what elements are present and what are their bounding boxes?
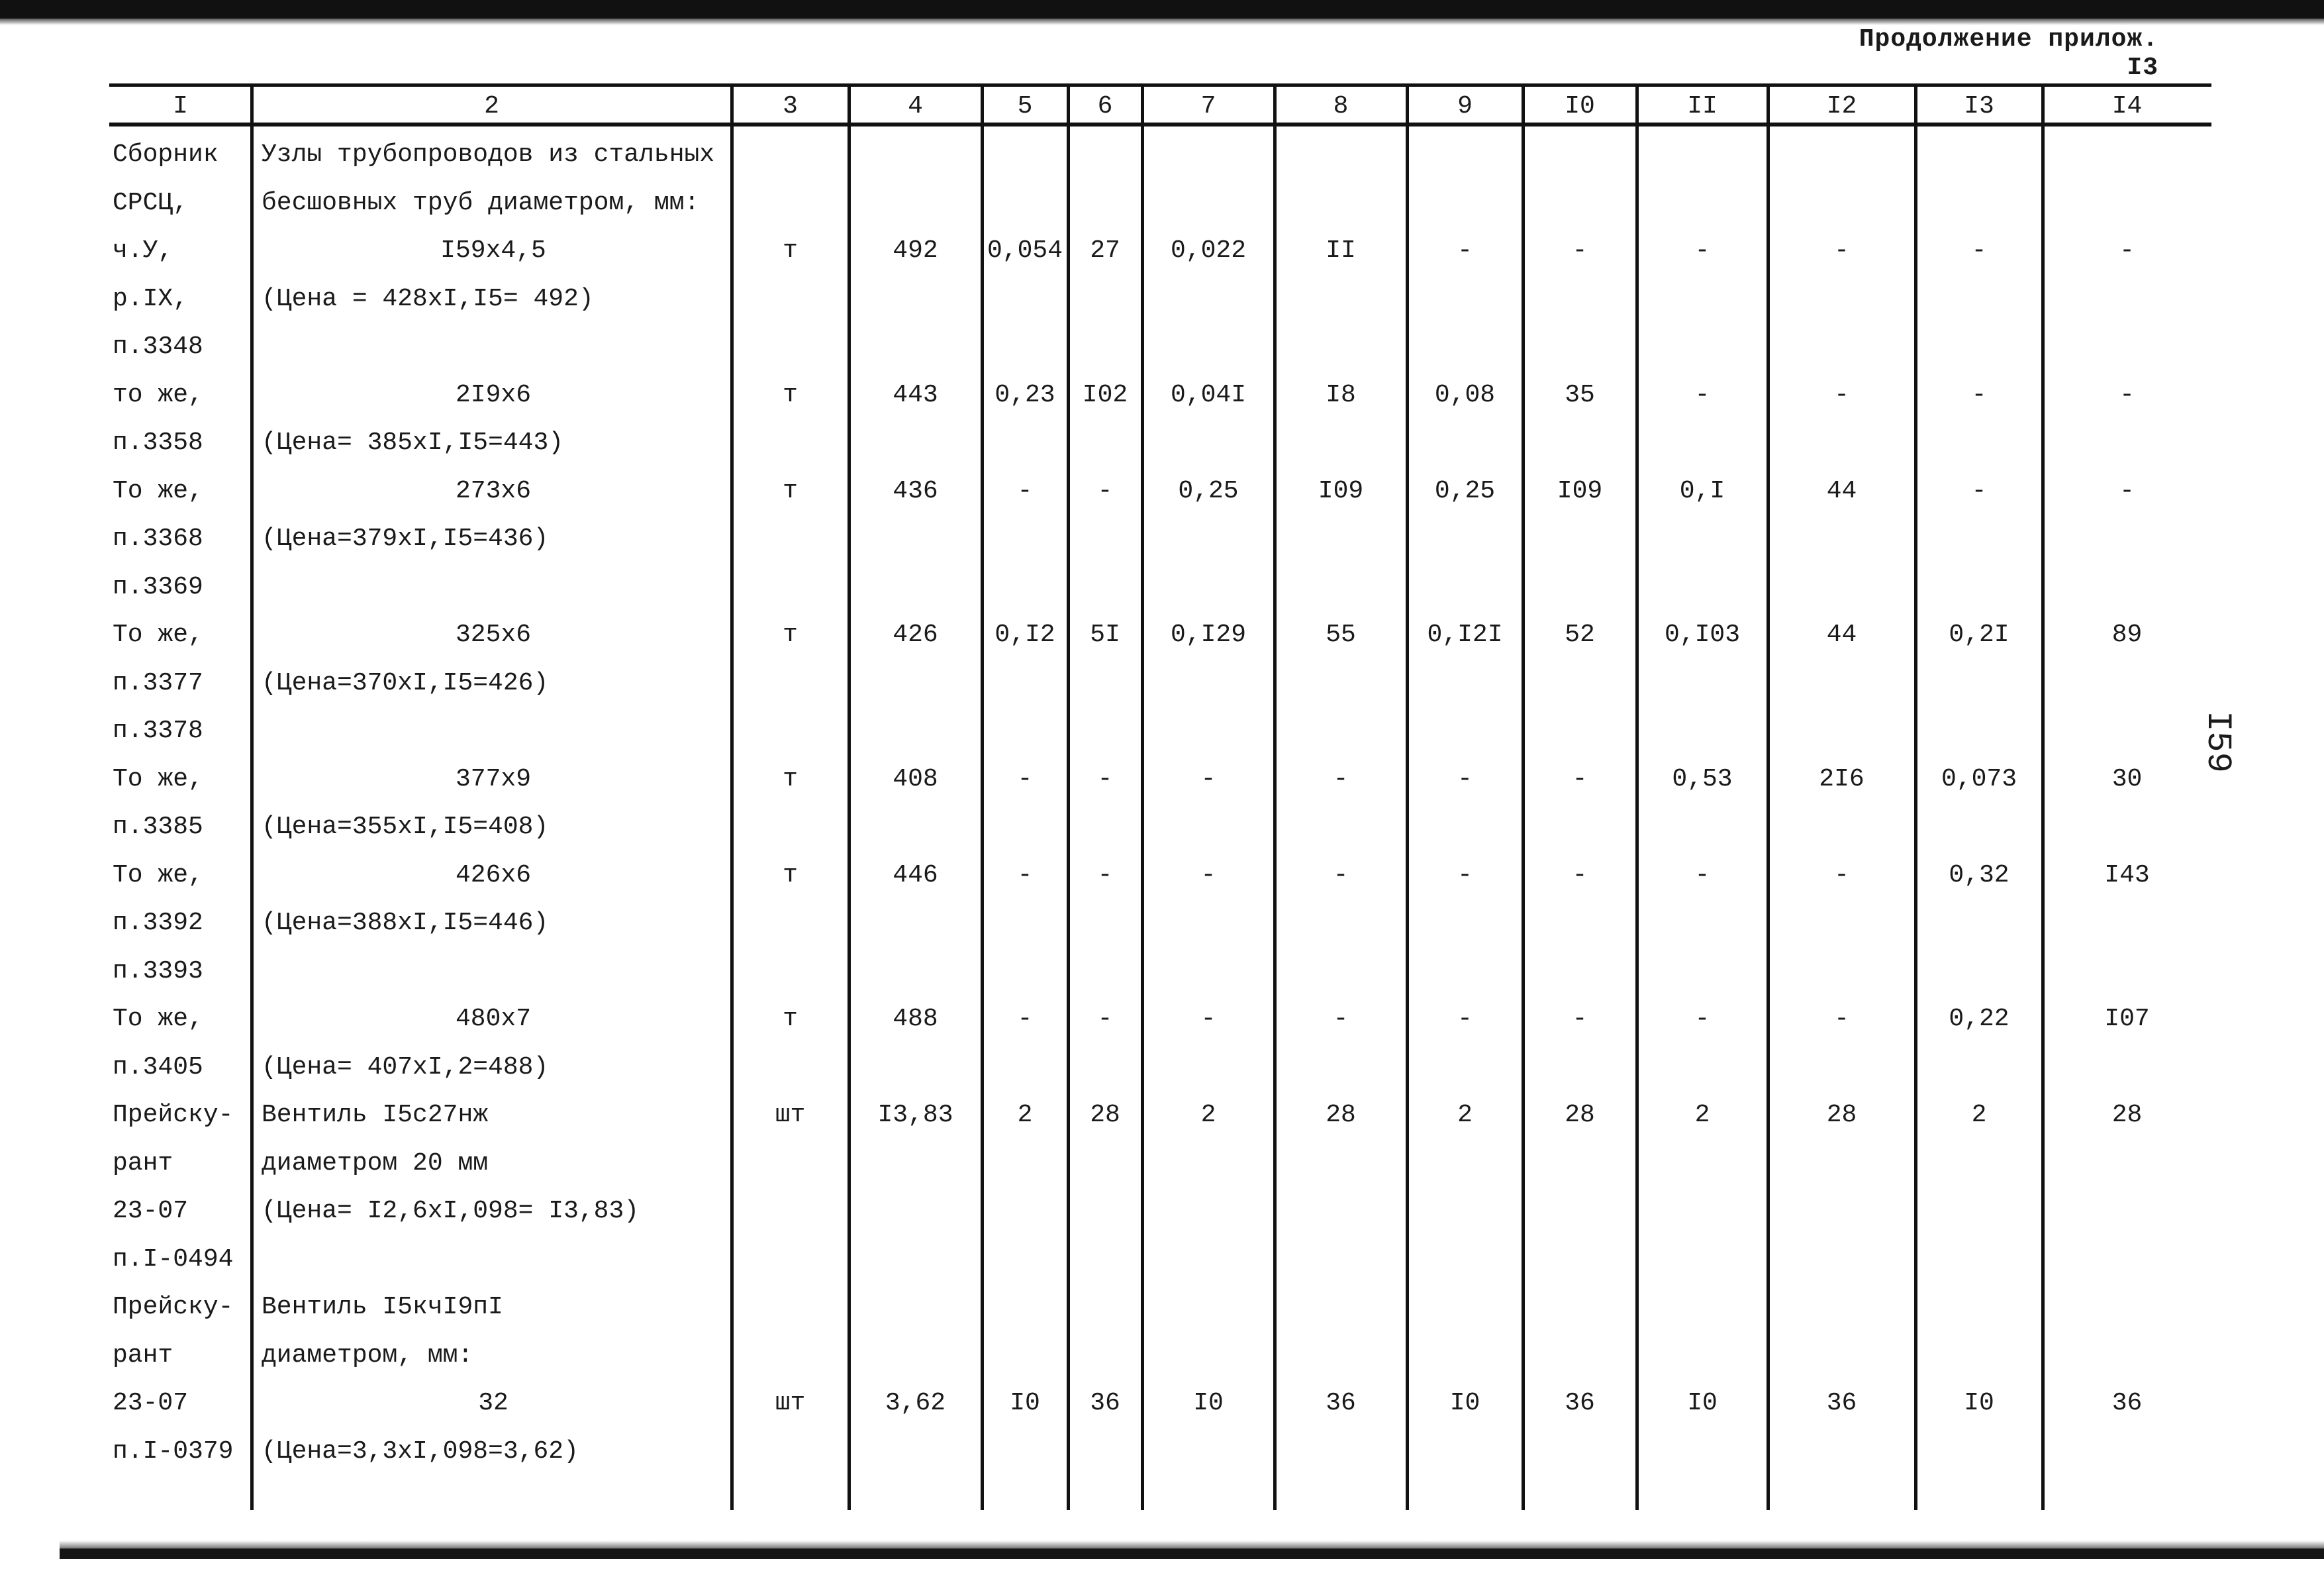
table-cell: 0,32 xyxy=(1949,860,2009,889)
source-reference: Сборник xyxy=(113,140,218,169)
table-cell: - xyxy=(1333,764,1349,793)
table-cell: 2 xyxy=(1017,1101,1033,1129)
item-description: 377x9 xyxy=(455,764,532,793)
scan-top-border xyxy=(0,0,2324,19)
column-header: 6 xyxy=(1097,91,1113,121)
table-cell: 2 xyxy=(1200,1101,1216,1129)
page-number: I59 xyxy=(2198,711,2238,773)
scan-bottom-border xyxy=(60,1548,2324,1559)
item-description: (Цена=370xI,I5=426) xyxy=(262,668,549,697)
column-divider xyxy=(250,86,254,1510)
source-reference: Прейску- xyxy=(113,1101,234,1129)
scan-bottom-shade xyxy=(60,1541,2324,1548)
table-cell: 52 xyxy=(1565,621,1595,649)
table-cell: 36 xyxy=(1090,1389,1120,1417)
table-cell: 0,53 xyxy=(1672,764,1733,793)
table-cell: 36 xyxy=(1326,1389,1356,1417)
item-description: бесшовных труб диаметром, мм: xyxy=(262,188,700,217)
item-description: (Цена=379xI,I5=436) xyxy=(262,525,549,553)
column-header: I4 xyxy=(2111,91,2143,121)
table-cell: 408 xyxy=(893,764,938,793)
source-reference: рант xyxy=(113,1341,173,1370)
table-cell: 36 xyxy=(2111,1389,2143,1417)
table-cell: I3,83 xyxy=(877,1101,953,1129)
table-cell: 27 xyxy=(1090,236,1120,265)
table-cell: - xyxy=(1017,860,1033,889)
table-cell: т xyxy=(783,476,798,505)
table-cell: шт xyxy=(775,1101,806,1129)
table-cell: 28 xyxy=(2111,1101,2143,1129)
table-cell: - xyxy=(1457,1005,1473,1033)
item-description: (Цена= 407xI,2=488) xyxy=(262,1052,549,1082)
table-cell: - xyxy=(2119,380,2135,409)
table-cell: т xyxy=(783,764,798,793)
item-description: 325x6 xyxy=(455,621,532,649)
item-description: (Цена= 385xI,I5=443) xyxy=(262,429,564,457)
table-cell: т xyxy=(783,380,798,409)
table-cell: 436 xyxy=(893,476,938,505)
table-cell: - xyxy=(1694,236,1710,265)
table-cell: I02 xyxy=(1082,380,1128,409)
table-cell: I43 xyxy=(2104,860,2150,889)
table-cell: - xyxy=(1694,380,1710,409)
table-cell: - xyxy=(1097,476,1113,505)
item-description: (Цена = 428xI,I5= 492) xyxy=(262,284,594,313)
item-description: Вентиль I5кчI9пI xyxy=(262,1293,503,1321)
table-cell: - xyxy=(1097,1005,1113,1033)
table-cell: - xyxy=(1834,236,1849,265)
table-cell: 492 xyxy=(893,236,938,265)
table-cell: - xyxy=(1200,860,1216,889)
item-description: I59x4,5 xyxy=(440,236,546,265)
source-reference: п.I-0379 xyxy=(113,1437,234,1466)
source-reference: СРСЦ, xyxy=(113,188,189,217)
table-cell: - xyxy=(1834,1005,1849,1033)
column-header: 5 xyxy=(1017,91,1033,121)
header-bottom-rule xyxy=(109,123,2211,127)
column-divider xyxy=(1141,86,1144,1510)
continuation-note: Продолжение прилож. I3 xyxy=(1859,25,2158,82)
table-cell: I0 xyxy=(1193,1389,1224,1417)
table-cell: 0,054 xyxy=(987,236,1063,265)
table-cell: т xyxy=(783,236,798,265)
table-cell: 0,022 xyxy=(1170,236,1247,265)
table-cell: - xyxy=(1971,236,1987,265)
source-reference: п.3378 xyxy=(113,717,203,745)
table-cell: - xyxy=(1097,764,1113,793)
table-cell: т xyxy=(783,860,798,889)
table-cell: 30 xyxy=(2111,764,2143,793)
table-cell: 0,22 xyxy=(1949,1005,2009,1033)
item-description: 2I9x6 xyxy=(455,380,532,409)
source-reference: п.3368 xyxy=(113,525,203,553)
source-reference: То же, xyxy=(113,621,203,649)
table-cell: 0,I2I xyxy=(1427,621,1503,649)
table-cell: 28 xyxy=(1565,1101,1595,1129)
scan-top-shade xyxy=(0,19,2324,25)
table-cell: 0,I29 xyxy=(1170,621,1247,649)
column-divider xyxy=(1273,86,1277,1510)
item-description: (Цена= I2,6xI,098= I3,83) xyxy=(262,1197,640,1225)
table-cell: 2 xyxy=(1971,1101,1987,1129)
column-header: 2 xyxy=(484,91,499,121)
table-cell: 2 xyxy=(1694,1101,1710,1129)
table-cell: 0,2I xyxy=(1949,621,2009,649)
column-divider xyxy=(730,86,734,1510)
table-cell: I8 xyxy=(1326,380,1356,409)
item-description: Узлы трубопроводов из стальных xyxy=(262,140,715,169)
source-reference: р.IX, xyxy=(113,284,189,313)
column-header: I2 xyxy=(1826,91,1857,121)
table-cell: - xyxy=(1333,1005,1349,1033)
source-reference: п.3385 xyxy=(113,813,203,841)
table-cell: шт xyxy=(775,1389,806,1417)
table-cell: I07 xyxy=(2104,1005,2150,1033)
table-cell: - xyxy=(1572,860,1588,889)
table-cell: - xyxy=(1457,860,1473,889)
source-reference: То же, xyxy=(113,860,203,889)
column-header: 9 xyxy=(1457,91,1473,121)
table-cell: I0 xyxy=(1449,1389,1480,1417)
table-cell: 0,25 xyxy=(1178,476,1239,505)
column-header: 3 xyxy=(783,91,798,121)
table-cell: - xyxy=(1457,236,1473,265)
table-cell: - xyxy=(1694,1005,1710,1033)
table-cell: I09 xyxy=(1557,476,1603,505)
table-cell: - xyxy=(1834,380,1849,409)
table-cell: - xyxy=(1572,236,1588,265)
table-cell: 0,23 xyxy=(994,380,1055,409)
table-cell: 446 xyxy=(893,860,938,889)
table-cell: 35 xyxy=(1565,380,1595,409)
source-reference: То же, xyxy=(113,476,203,505)
table-top-rule xyxy=(109,83,2211,87)
column-divider xyxy=(1522,86,1525,1510)
source-reference: То же, xyxy=(113,764,203,793)
source-reference: Прейску- xyxy=(113,1293,234,1321)
table-cell: - xyxy=(1694,860,1710,889)
table-cell: - xyxy=(1572,1005,1588,1033)
table-cell: - xyxy=(1200,764,1216,793)
column-divider xyxy=(847,86,851,1510)
source-reference: рант xyxy=(113,1148,173,1178)
column-header: I3 xyxy=(1964,91,1994,121)
table-cell: 36 xyxy=(1565,1389,1595,1417)
table-cell: - xyxy=(2119,236,2135,265)
table-cell: т xyxy=(783,1005,798,1033)
source-reference: ч.У, xyxy=(113,236,173,265)
table-cell: I0 xyxy=(1964,1389,1994,1417)
table-cell: 0,073 xyxy=(1941,764,2017,793)
table-cell: 0,I2 xyxy=(994,621,1055,649)
column-divider xyxy=(1914,86,1917,1510)
table-cell: 0,04I xyxy=(1170,380,1247,409)
table-cell: I09 xyxy=(1318,476,1364,505)
table-cell: 0,25 xyxy=(1434,476,1496,505)
source-reference: п.3348 xyxy=(113,332,203,361)
source-reference: п.3369 xyxy=(113,572,203,601)
table-cell: 0,08 xyxy=(1434,380,1496,409)
item-description: (Цена=3,3xI,098=3,62) xyxy=(262,1437,579,1466)
table-cell: - xyxy=(1017,476,1033,505)
table-cell: 44 xyxy=(1826,476,1857,505)
table-cell: - xyxy=(1017,1005,1033,1033)
source-reference: то же, xyxy=(113,380,203,409)
source-reference: п.3405 xyxy=(113,1052,203,1082)
table-cell: II xyxy=(1326,236,1356,265)
item-description: 426x6 xyxy=(455,860,532,889)
table-cell: 443 xyxy=(893,380,938,409)
source-reference: п.3358 xyxy=(113,429,203,457)
item-description: 32 xyxy=(478,1389,508,1417)
source-reference: п.I-0494 xyxy=(113,1244,234,1274)
table-cell: - xyxy=(1971,380,1987,409)
column-divider xyxy=(1067,86,1070,1510)
column-header: 4 xyxy=(908,91,923,121)
table-cell: 28 xyxy=(1326,1101,1356,1129)
table-cell: I0 xyxy=(1687,1389,1718,1417)
table-cell: 44 xyxy=(1826,621,1857,649)
table-cell: 28 xyxy=(1090,1101,1120,1129)
table-cell: - xyxy=(1333,860,1349,889)
table-cell: 55 xyxy=(1326,621,1356,649)
column-divider xyxy=(1635,86,1639,1510)
table-cell: - xyxy=(2119,476,2135,505)
item-description: 480x7 xyxy=(455,1005,532,1033)
table-cell: 5I xyxy=(1090,621,1120,649)
column-divider xyxy=(2041,86,2045,1510)
item-description: диаметром, мм: xyxy=(262,1341,473,1370)
table-cell: 0,I xyxy=(1679,476,1725,505)
source-reference: 23-07 xyxy=(113,1389,189,1417)
item-description: 273x6 xyxy=(455,476,532,505)
table-cell: 426 xyxy=(893,621,938,649)
column-header: 7 xyxy=(1200,91,1216,121)
column-header: II xyxy=(1687,91,1718,121)
column-divider xyxy=(1406,86,1409,1510)
source-reference: п.3377 xyxy=(113,668,203,697)
source-reference: п.3393 xyxy=(113,956,203,986)
item-description: диаметром 20 мм xyxy=(262,1148,489,1178)
source-reference: п.3392 xyxy=(113,909,203,937)
table-cell: 28 xyxy=(1826,1101,1857,1129)
table-cell: - xyxy=(1457,764,1473,793)
item-description: (Цена=388xI,I5=446) xyxy=(262,909,549,937)
column-header: I xyxy=(173,91,188,121)
table-cell: 2 xyxy=(1457,1101,1473,1129)
table-cell: - xyxy=(1017,764,1033,793)
item-description: Вентиль I5c27нж xyxy=(262,1101,489,1129)
table-cell: 488 xyxy=(893,1005,938,1033)
table-cell: - xyxy=(1200,1005,1216,1033)
table-cell: 36 xyxy=(1826,1389,1857,1417)
table-cell: 89 xyxy=(2111,621,2143,649)
column-divider xyxy=(981,86,984,1510)
table-cell: 2I6 xyxy=(1819,764,1864,793)
table-cell: I0 xyxy=(1010,1389,1040,1417)
source-reference: 23-07 xyxy=(113,1197,189,1225)
table-cell: - xyxy=(1097,860,1113,889)
column-header: I0 xyxy=(1565,91,1595,121)
table-cell: - xyxy=(1834,860,1849,889)
table-cell: - xyxy=(1572,764,1588,793)
table-cell: 3,62 xyxy=(885,1389,946,1417)
source-reference: То же, xyxy=(113,1005,203,1033)
column-header: 8 xyxy=(1333,91,1349,121)
table-cell: т xyxy=(783,621,798,649)
item-description: (Цена=355xI,I5=408) xyxy=(262,813,549,841)
table-cell: 0,I03 xyxy=(1664,621,1741,649)
column-divider xyxy=(1767,86,1770,1510)
table-cell: - xyxy=(1971,476,1987,505)
